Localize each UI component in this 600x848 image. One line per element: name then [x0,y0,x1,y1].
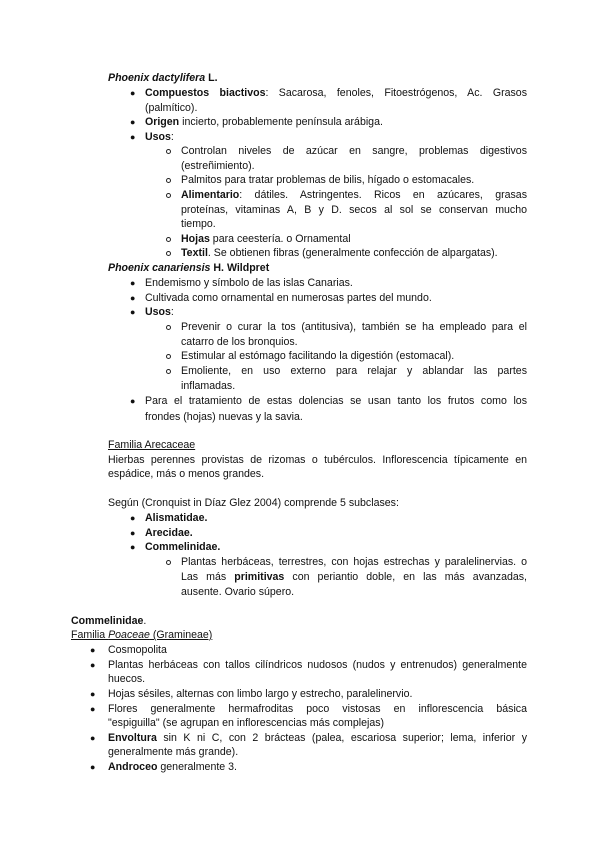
poaceae-item: Androceo generalmente 3. [108,761,237,773]
uso-line: (estreñimiento). [181,160,255,172]
subclase-item: Alismatidae. [145,512,208,524]
bullet: ● [90,733,96,743]
poaceae-item: generalmente más grande). [108,746,239,758]
poaceae-item: Envoltura sin K ni C, con 2 brácteas (palea, escariosa superior; lema, inferior y [108,732,527,744]
uso-line: Emoliente, en uso externo para relajar y ablandar las partes [181,365,527,377]
arecaceae-description: espádice, más o menos grandes. [108,468,265,480]
bullet: ● [130,293,136,303]
origen-line: Origen incierto, probablemente península arábiga. [145,116,383,128]
canariensis-item: Endemismo y símbolo de las islas Canarias. [145,277,353,289]
usos-label: Usos: [145,306,174,318]
bullet: ● [130,528,136,538]
familia-poaceae-heading: Familia Poaceae (Gramineae) [71,629,213,641]
uso-line: tiempo. [181,218,216,230]
poaceae-item: Plantas herbáceas con tallos cilíndricos nudosos (nudos y entrenudos) generalmente [108,659,527,671]
circle-bullet [166,325,171,330]
commelinidae-desc: Plantas herbáceas, terrestres, con hojas estrechas y paralelinervias. o [181,556,527,568]
uso-line: inflamadas. [181,380,236,392]
subclase-item: Arecidae. [145,527,193,539]
bullet: ● [130,396,136,406]
poaceae-item: huecos. [108,673,146,685]
bullet: ● [90,660,96,670]
commelinidae-desc: Las más primitivas con periantio doble, en las más avanzadas, [181,571,527,583]
subclase-item: Commelinidae. [145,541,221,553]
species-heading-canariensis: Phoenix canariensis H. Wildpret [108,262,270,274]
uso-line: Hojas para ceestería. o Ornamental [181,233,351,245]
uso-line: Alimentario: dátiles. Astringentes. Ricos en azúcares, grasas [181,189,527,201]
uso-line: Controlan niveles de azúcar en sangre, problemas digestivos [181,145,527,157]
commelinidae-desc: ausente. Ovario súpero. [181,586,295,598]
bullet: ● [90,689,96,699]
uso-line: Palmitos para tratar problemas de bilis, hígado o estomacales. [181,174,475,186]
circle-bullet [166,369,171,374]
circle-bullet [166,178,171,183]
bullet: ● [130,542,136,552]
uso-line: Textil. Se obtienen fibras (generalmente confección de alpargatas). [181,247,498,259]
compuestos-line: Compuestos biactivos: Sacarosa, fenoles, Fitoestrógenos, Ac. Grasos [145,87,527,99]
canariensis-item: Cultivada como ornamental en numerosas partes del mundo. [145,292,432,304]
bullet: ● [130,307,136,317]
uso-line: catarro de los bronquios. [181,336,298,348]
arecaceae-description: Hierbas perennes provistas de rizomas o tubérculos. Inflorescencia típicamente en [108,454,527,466]
poaceae-item: "espiguilla" (se agrupan en inflorescencias más complejas) [108,717,385,729]
circle-bullet [166,193,171,198]
canariensis-item: frondes (hojas) nuevas y la savia. [145,411,303,423]
poaceae-item: Flores generalmente hermafroditas poco vistosas en inflorescencia básica [108,703,527,715]
circle-bullet [166,237,171,242]
bullet: ● [130,88,136,98]
poaceae-item: Hojas sésiles, alternas con limbo largo y estrecho, paralelinervio. [108,688,413,700]
commelinidae-heading: Commelinidae. [71,615,147,627]
poaceae-item: Cosmopolita [108,644,167,656]
uso-line: Estimular al estómago facilitando la digestión (estomacal). [181,350,455,362]
bullet: ● [90,645,96,655]
bullet: ● [90,762,96,772]
bullet: ● [130,513,136,523]
bullet: ● [130,278,136,288]
circle-bullet [166,354,171,359]
uso-line: proteínas, vitaminas A, B y D. secos al sol se conservan mucho [181,204,527,216]
compuestos-line-2: (palmítico). [145,102,198,114]
bullet: ● [130,132,136,142]
species-heading-dactylifera: Phoenix dactylifera L. [108,72,218,84]
canariensis-item: Para el tratamiento de estas dolencias se usan tanto los frutos como los [145,395,527,407]
segun-text: Según (Cronquist in Díaz Glez 2004) comprende 5 subclases: [108,497,399,509]
bullet: ● [90,704,96,714]
uso-line: Prevenir o curar la tos (antitusiva), también se ha empleado para el [181,321,527,333]
circle-bullet [166,149,171,154]
usos-label: Usos: [145,131,174,143]
bullet: ● [130,117,136,127]
circle-bullet [166,560,171,565]
circle-bullet [166,251,171,256]
familia-arecaceae-heading: Familia Arecaceae [108,439,196,451]
